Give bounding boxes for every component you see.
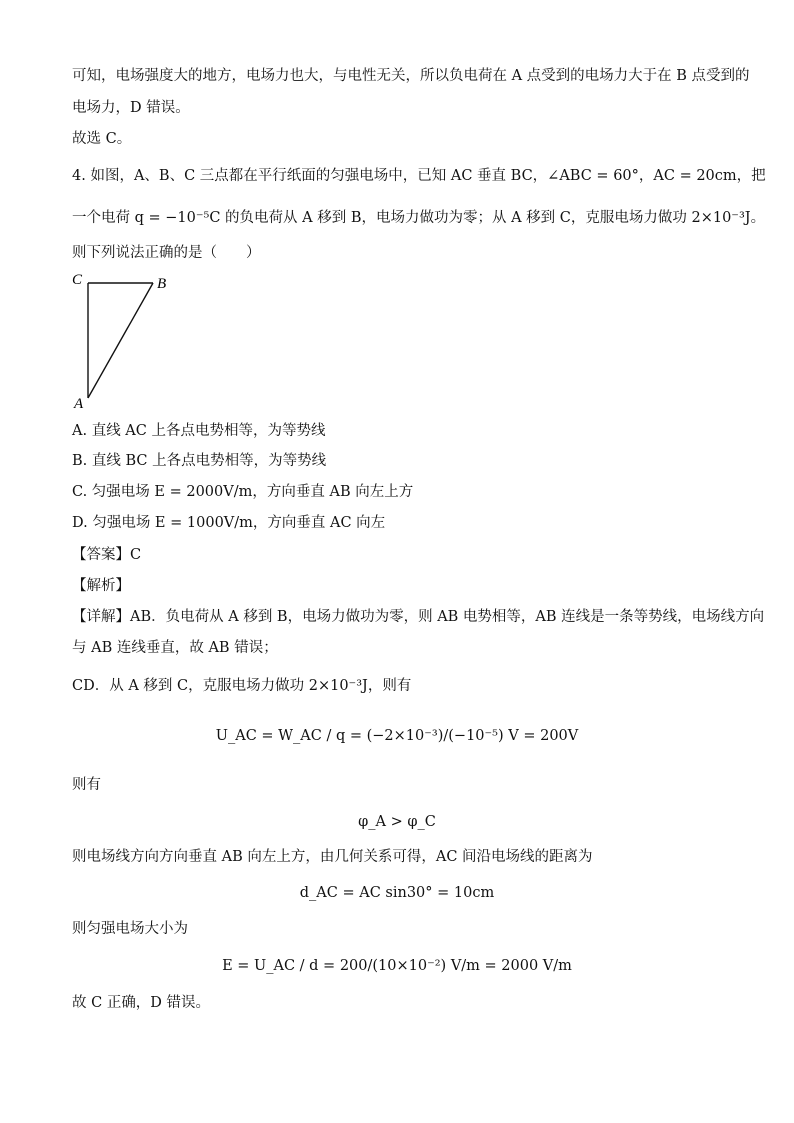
option-d: D. 匀强电场 E = 1000V/m，方向垂直 AC 向左 <box>72 515 386 531</box>
formula-uac: U_AC = W_AC / q = (−2×10⁻³)/(−10⁻⁵) V = 200V <box>215 728 579 744</box>
triangle-figure <box>70 268 180 413</box>
option-c: C. 匀强电场 E = 2000V/m，方向垂直 AB 向左上方 <box>72 484 414 500</box>
point-label-b: B <box>157 276 167 292</box>
text-line: 则有 <box>72 777 101 793</box>
detail-line: 与 AB 连线垂直，故 AB 错误； <box>72 640 278 656</box>
formula-e: E = U_AC / d = 200/(10×10⁻²) V/m = 2000 V/m <box>222 958 572 974</box>
formula-phi: φ_A > φ_C <box>358 814 436 830</box>
option-a: A. 直线 AC 上各点电势相等，为等势线 <box>72 423 326 439</box>
detail-line: 【详解】AB．负电荷从 A 移到 B，电场力做功为零，则 AB 电势相等，AB 连线是一条等势线，电场线方向 <box>72 609 765 625</box>
formula-dac: d_AC = AC sin30° = 10cm <box>299 885 495 901</box>
text-line: 故选 C。 <box>72 131 132 147</box>
option-b: B. 直线 BC 上各点电势相等，为等势线 <box>72 453 327 469</box>
detail-line: CD．从 A 移到 C，克服电场力做功 2×10⁻³J，则有 <box>72 678 412 694</box>
text-line: 电场力，D 错误。 <box>72 100 190 116</box>
text-line: 则电场线方向方向垂直 AB 向左上方，由几何关系可得，AC 间沿电场线的距离为 <box>72 849 593 865</box>
point-label-c: C <box>72 272 83 288</box>
question-stem: 4. 如图，A、B、C 三点都在平行纸面的匀强电场中，已知 AC 垂直 BC，∠ABC = 60°，AC = 20cm，把 <box>72 168 766 184</box>
question-stem: 则下列说法正确的是（ ） <box>72 245 261 261</box>
question-stem: 一个电荷 q = −10⁻⁵C 的负电荷从 A 移到 B，电场力做功为零；从 A 移到 C，克服电场力做功 2×10⁻³J。 <box>72 210 766 226</box>
analysis-label: 【解析】 <box>72 578 130 594</box>
answer-label: 【答案】C <box>72 547 142 563</box>
point-label-a: A <box>74 396 84 412</box>
text-line: 可知，电场强度大的地方，电场力也大，与电性无关，所以负电荷在 A 点受到的电场力大于在 B 点受到的 <box>72 68 750 84</box>
conclusion-line: 故 C 正确，D 错误。 <box>72 995 211 1011</box>
text-line: 则匀强电场大小为 <box>72 921 188 937</box>
